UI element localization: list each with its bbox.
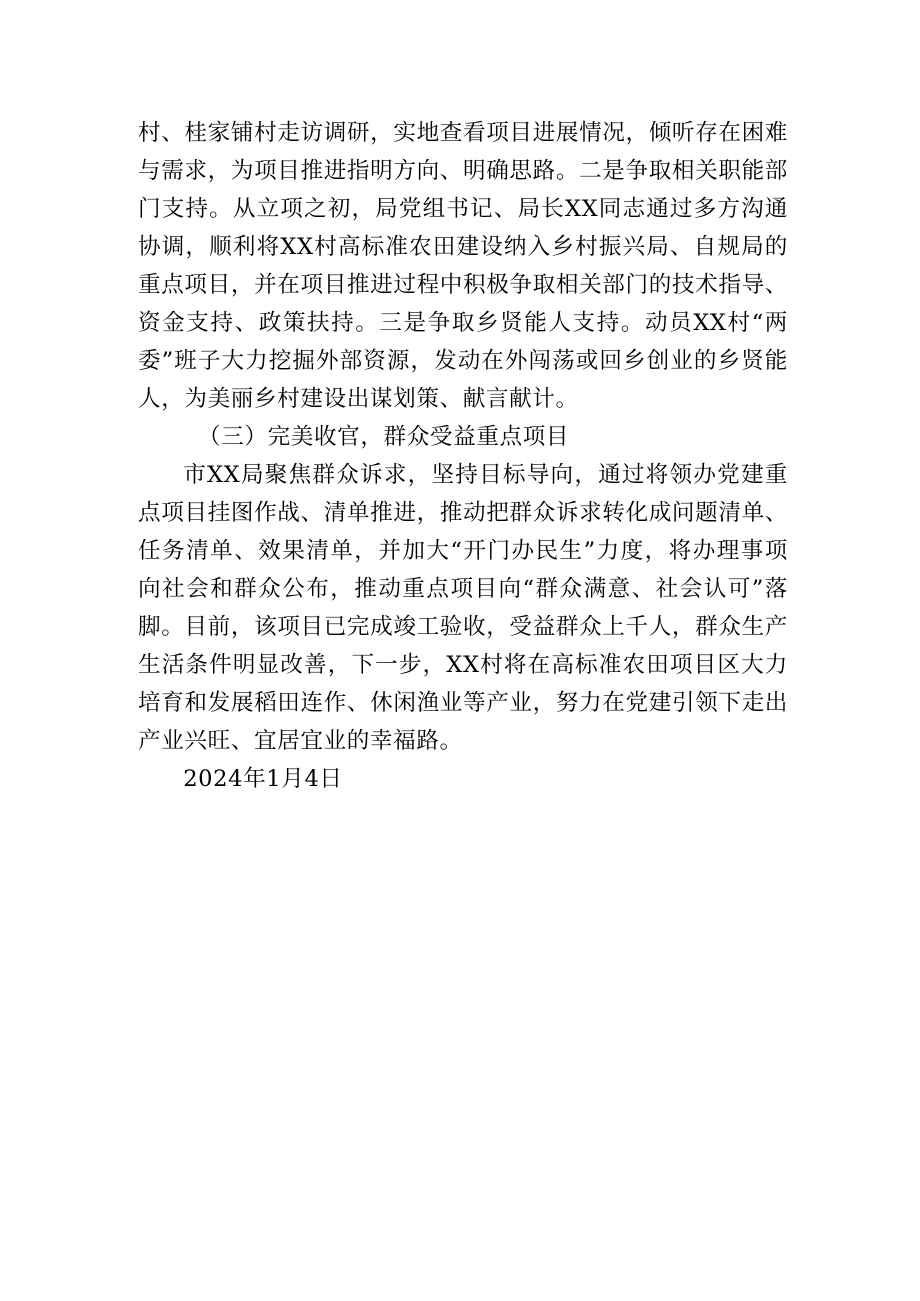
- section-heading: （三）完美收官，群众受益重点项目: [198, 424, 570, 450]
- paragraph-continuation: 村、桂家铺村走访调研，实地查看项目进展情况，倾听存在困难与需求，为项目推进指明方向、明确思路。二是争取相关职能部门支持。从立项之初，局党组书记、局长XX同志通过多方沟通协调，顺利将XX村高标准农田建设纳入乡村振兴局、自规局的重点项目，并在项目推进过程中积极争取相关部门的技术指导、资金支持、政策扶持。三是争取乡贤能人支持。动员XX村“两委”班子大力挖掘外部资源，发动在外闯荡或回乡创业的乡贤能人，为美丽乡村建设出谋划策、献言献计。: [138, 120, 788, 412]
- paragraph-project-outcome: 市XX局聚焦群众诉求，坚持目标导向，通过将领办党建重点项目挂图作战、清单推进，推动把群众诉求转化成问题清单、任务清单、效果清单，并加大“开门办民生”力度，将办理事项向社会和群众公布，推动重点项目向“群众满意、社会认可”落脚。目前，该项目已完成竣工验收，受益群众上千人，群众生产生活条件明显改善，下一步，XX村将在高标准农田项目区大力培育和发展稻田连作、休闲渔业等产业，努力在党建引领下走出产业兴旺、宜居宜业的幸福路。: [138, 462, 788, 754]
- document-date: 2024年1月4日: [183, 766, 343, 792]
- document-body: [138, 114, 788, 798]
